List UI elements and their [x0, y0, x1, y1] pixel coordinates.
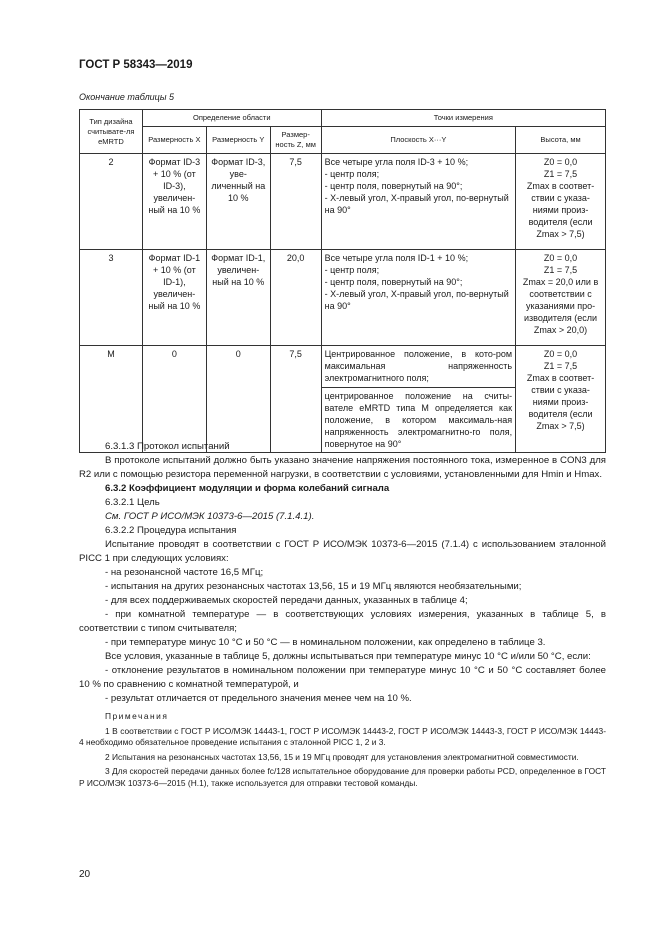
if-item: - результат отличается от предельного значения менее чем на 10 %.	[105, 693, 412, 704]
cell-x: Формат ID-3 + 10 % (от ID-3), увеличен-ный на 10 %	[142, 154, 206, 250]
header-height: Высота, мм	[516, 127, 606, 154]
body-text	[79, 440, 606, 789]
header-dim-y: Размерность Y	[206, 127, 270, 154]
note-item: 1 В соответствии с ГОСТ Р ИСО/МЭК 14443-1, ГОСТ Р ИСО/МЭК 14443-2, ГОСТ Р ИСО/МЭК 14443-3, ГОСТ Р ИСО/МЭК 14443-4 необходимо обязательное проведение испытания с эталонной PICC 1, 2 и 3.	[79, 725, 606, 747]
condition-item: - при комнатной температуре — в соответствующих условиях измерения, указанных в таблице 5, в соответствии с типом считывателя;	[79, 609, 606, 634]
condition-item: - при температуре минус 10 °С и 50 °С — в номинальном положении, как определено в таблице 3.	[105, 637, 546, 648]
cell-height: Z0 = 0,0 Z1 = 7,5 Zmax в соответ-ствии с указа-ниями произ-водителя (если Zmax > 7,5)	[516, 346, 606, 453]
section-6-3-1-3-title: 6.3.1.3 Протокол испытаний	[105, 441, 230, 452]
note-item: 2 Испытания на резонансных частотах 13,56, 15 и 19 МГц проводят для установления электромагнитной совместимости.	[105, 751, 579, 762]
table-caption: Окончание таблицы 5	[79, 92, 174, 102]
cell-y: Формат ID-3, уве-личенный на 10 %	[206, 154, 270, 250]
table-row	[80, 346, 606, 453]
cell-x: 0	[142, 346, 206, 453]
cell-x: Формат ID-1 + 10 % (от ID-1), увеличен-ный на 10 %	[142, 250, 206, 346]
table-row	[80, 154, 606, 250]
section-6-3-2-2-title: 6.3.2.2 Процедура испытания	[105, 525, 237, 536]
note-item: 3 Для скоростей передачи данных более fc/128 испытательное оборудование для проверки работы PCD, определенное в ГОСТ Р ИСО/МЭК 10373-6—2015 (H.1), также используется для отправки тестовой команды.	[79, 766, 606, 788]
header-dim-x: Размерность X	[142, 127, 206, 154]
page-number: 20	[79, 869, 91, 880]
cell-type: 2	[80, 154, 143, 250]
cell-y: Формат ID-1, увеличен-ный на 10 %	[206, 250, 270, 346]
all-conditions-text: Все условия, указанные в таблице 5, должны испытываться при температуре минус 10 °С и/или 50 °С, если:	[105, 651, 591, 662]
document-header: ГОСТ Р 58343—2019	[79, 59, 193, 71]
section-6-3-2-title: 6.3.2 Коэффициент модуляции и форма колебаний сигнала	[105, 483, 390, 494]
condition-item: - испытания на других резонансных частотах 13,56, 15 и 19 МГц являются необязательными;	[105, 581, 522, 592]
cell-plane: Все четыре угла поля ID-1 + 10 %; - центр поля; - центр поля, повернутый на 90°; - X-левый угол, X-правый угол, по-вернутый на 90°	[321, 250, 515, 346]
table-5	[79, 109, 606, 453]
cell-plane: Все четыре угла поля ID-3 + 10 %; - центр поля; - центр поля, повернутый на 90°; - X-левый угол, X-правый угол, по-вернутый на 90°	[321, 154, 515, 250]
cell-type: 3	[80, 250, 143, 346]
cell-z: 7,5	[270, 346, 321, 453]
if-item: - отклонение результатов в номинальном положении при температуре минус 10 °С и 50 °С составляет более 10 % по сравнению с комнатной температурой, и	[79, 665, 606, 690]
cell-z: 7,5	[270, 154, 321, 250]
section-6-3-1-3-text: В протоколе испытаний должно быть указано значение напряжения постоянного тока, измеренное в CON3 для R2 или с помощью резистора переменной нагрузки, в соответствии с условиями, установленными для Hmin и Hmax.	[79, 455, 606, 480]
header-dim-z: Размер-ность Z, мм	[270, 127, 321, 154]
cell-plane: Центрированное положение, в кото-ром максимальная напряженность электромагнитного поля; центрированное положение на считы-вателе eMRTD типа М определяется как положение, в котором максималь-ная напряженность электромагнитно-го поля, повернутое на 90°	[321, 346, 515, 453]
header-area-definition: Определение области	[142, 110, 321, 127]
table-row	[80, 250, 606, 346]
cell-height: Z0 = 0,0 Z1 = 7,5 Zmax в соответ-ствии с указа-ниями произ-водителя (если Zmax > 7,5)	[516, 154, 606, 250]
notes-title: Примечания	[105, 711, 169, 721]
header-design-type: Тип дизайна считывате-ля eMRTD	[80, 110, 143, 154]
condition-item: - на резонансной частоте 16,5 МГц;	[105, 567, 264, 578]
cell-z: 20,0	[270, 250, 321, 346]
section-6-3-2-2-intro: Испытание проводят в соответствии с ГОСТ Р ИСО/МЭК 10373-6—2015 (7.1.4) с использованием эталонной PICC 1 при следующих условиях:	[79, 539, 606, 564]
cell-y: 0	[206, 346, 270, 453]
cell-type: М	[80, 346, 143, 453]
cell-height: Z0 = 0,0 Z1 = 7,5 Zmax = 20,0 или в соответствии с указаниями про-изводителя (если Zmax > 20,0)	[516, 250, 606, 346]
section-6-3-2-1-text: См. ГОСТ Р ИСО/МЭК 10373-6—2015 (7.1.4.1).	[105, 511, 315, 522]
condition-item: - для всех поддерживаемых скоростей передачи данных, указанных в таблице 4;	[105, 595, 468, 606]
header-measurement-points: Точки измерения	[321, 110, 605, 127]
section-6-3-2-1-title: 6.3.2.1 Цель	[105, 497, 160, 508]
header-plane: Плоскость X···Y	[321, 127, 515, 154]
